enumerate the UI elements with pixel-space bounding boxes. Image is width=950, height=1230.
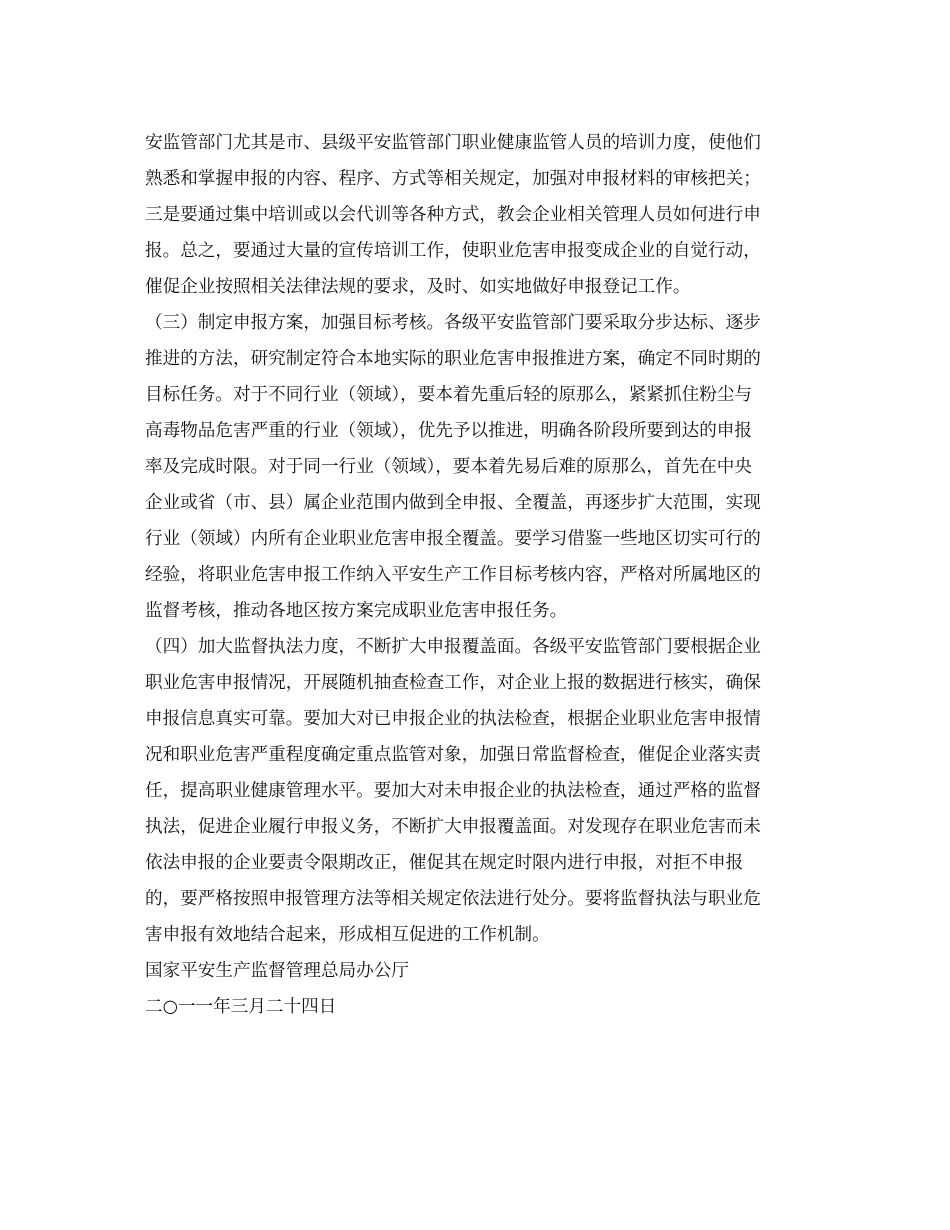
body-line-20: 执法，促进企业履行申报义务，不断扩大申报覆盖面。对发现存在职业危害而未 xyxy=(145,817,761,837)
body-line-17: 申报信息真实可靠。要加大对已申报企业的执法检查，根据企业职业危害申报情 xyxy=(145,709,761,729)
body-line-16: 职业危害申报情况，开展随机抽查检查工作，对企业上报的数据进行核实，确保 xyxy=(145,673,761,693)
date-line: 二○一一年三月二十四日 xyxy=(145,997,337,1017)
body-line-1: 安监管部门尤其是市、县级平安监管部门职业健康监管人员的培训力度，使他们 xyxy=(145,133,761,153)
body-line-22: 的，要严格按照申报管理方法等相关规定依法进行处分。要将监督执法与职业危 xyxy=(145,889,761,909)
issuer-line: 国家平安生产监督管理总局办公厅 xyxy=(145,961,409,981)
section-four-heading-line: （四）加大监督执法力度，不断扩大申报覆盖面。各级平安监管部门要根据企业 xyxy=(145,637,761,657)
body-line-11: 企业或省（市、县）属企业范围内做到全申报、全覆盖，再逐步扩大范围，实现 xyxy=(145,493,761,513)
body-line-13: 经验，将职业危害申报工作纳入平安生产工作目标考核内容，严格对所属地区的 xyxy=(145,565,761,585)
body-line-23: 害申报有效地结合起来，形成相互促进的工作机制。 xyxy=(145,925,550,945)
body-line-9: 高毒物品危害严重的行业（领域），优先予以推进，明确各阶段所要到达的申报 xyxy=(145,421,752,441)
body-line-12: 行业（领域）内所有企业职业危害申报全覆盖。要学习借鉴一些地区切实可行的 xyxy=(145,529,761,549)
body-line-7: 推进的方法，研究制定符合本地实际的职业危害申报推进方案，确定不同时期的 xyxy=(145,349,761,369)
body-line-8: 目标任务。对于不同行业（领域），要本着先重后轻的原那么，紧紧抓住粉尘与 xyxy=(145,385,752,405)
body-line-21: 依法申报的企业要责令限期改正，催促其在规定时限内进行申报，对拒不申报 xyxy=(145,853,744,873)
body-line-3: 三是要通过集中培训或以会代训等各种方式，教会企业相关管理人员如何进行申 xyxy=(145,205,761,225)
document-body xyxy=(145,125,805,1025)
body-line-14: 监督考核，推动各地区按方案完成职业危害申报任务。 xyxy=(145,601,568,621)
section-three-heading-line: （三）制定申报方案，加强目标考核。各级平安监管部门要采取分步达标、逐步 xyxy=(145,313,761,333)
body-line-19: 任，提高职业健康管理水平。要加大对未申报企业的执法检查，通过严格的监督 xyxy=(145,781,761,801)
body-line-4: 报。总之，要通过大量的宣传培训工作，使职业危害申报变成企业的自觉行动， xyxy=(145,241,761,261)
body-line-10: 率及完成时限。对于同一行业（领域），要本着先易后难的原那么，首先在中央 xyxy=(145,457,752,477)
body-line-5: 催促企业按照相关法律法规的要求，及时、如实地做好申报登记工作。 xyxy=(145,277,691,297)
body-line-2: 熟悉和掌握申报的内容、程序、方式等相关规定，加强对申报材料的审核把关； xyxy=(145,169,761,189)
body-line-18: 况和职业危害严重程度确定重点监管对象，加强日常监督检查，催促企业落实责 xyxy=(145,745,761,765)
